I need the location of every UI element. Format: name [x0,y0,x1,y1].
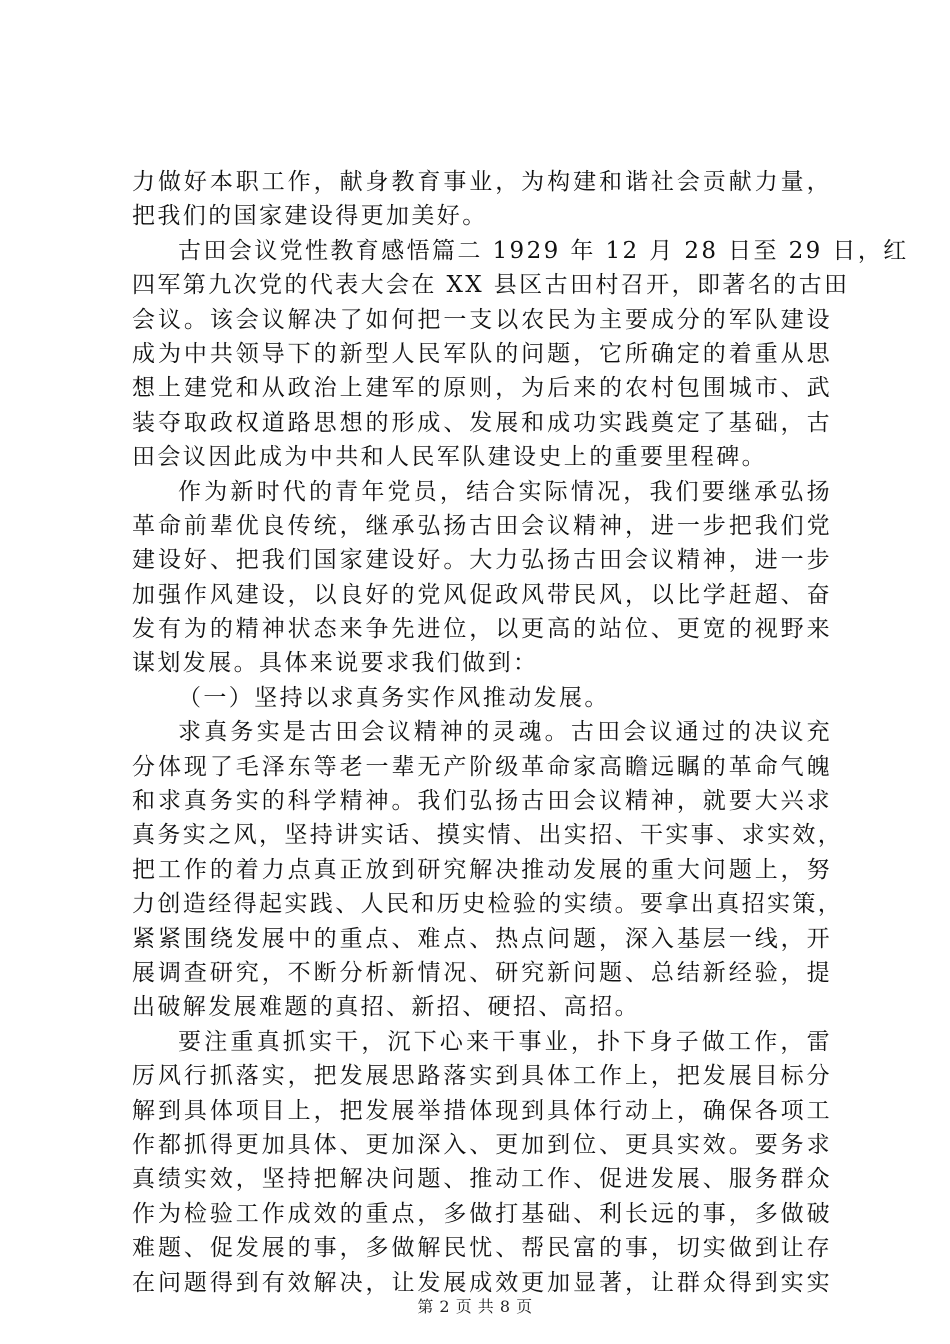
text-line: 革命前辈优良传统，继承弘扬古田会议精神，进一步把我们党 [132,512,832,539]
text-line: 把我们的国家建设得更加美好。 [132,203,488,230]
text-line: 装夺取政权道路思想的形成、发展和成功实践奠定了基础，古 [132,409,832,436]
text-line: 真绩实效，坚持把解决问题、推动工作、促进发展、服务群众 [132,1166,832,1193]
text-line: 力创造经得起实践、人民和历史检验的实绩。要拿出真招实策， [132,891,844,918]
page-number-footer: 第 2 页 共 8 页 [417,1297,533,1316]
text-line: 谋划发展。具体来说要求我们做到： [132,650,539,677]
text-line: 厉风行抓落实，把发展思路落实到具体工作上，把发展目标分 [132,1063,832,1090]
text-line: 会议。该会议解决了如何把一支以农民为主要成分的军队建设 [132,306,832,333]
text-line: 紧紧围绕发展中的重点、难点、热点问题，深入基层一线，开 [132,925,832,952]
text-line: 田会议因此成为中共和人民军队建设史上的重要里程碑。 [132,444,767,471]
text-line: 力做好本职工作，献身教育事业，为构建和谐社会贡献力量， [132,169,832,195]
text-line: 把工作的着力点真正放到研究解决推动发展的重大问题上，努 [132,856,832,883]
text-line: 在问题得到有效解决，让发展成效更加显著，让群众得到实实 [132,1269,832,1296]
text-line: 难题、促发展的事，多做解民忧、帮民富的事，切实做到让存 [132,1235,832,1262]
text-line: 成为中共领导下的新型人民军队的问题，它所确定的着重从思 [132,340,832,367]
text-line: 和求真务实的科学精神。我们弘扬古田会议精神，就要大兴求 [132,788,832,815]
text-line: 建设好、把我们国家建设好。大力弘扬古田会议精神，进一步 [132,547,832,574]
text-line: （一）坚持以求真务实作风推动发展。 [178,684,610,711]
text-line: 真务实之风，坚持讲实话、摸实情、出实招、干实事、求实效， [132,822,844,849]
text-line: 古田会议党性教育感悟篇二 1929 年 12 月 28 日至 29 日，红 [178,237,909,264]
text-line: 求真务实是古田会议精神的灵魂。古田会议通过的决议充 [178,719,832,746]
text-line: 想上建党和从政治上建军的原则，为后来的农村包围城市、武 [132,375,832,402]
text-line: 解到具体项目上，把发展举措体现到具体行动上，确保各项工 [132,1097,832,1124]
text-line: 出破解发展难题的真招、新招、硬招、高招。 [132,994,640,1021]
text-line: 作为新时代的青年党员，结合实际情况，我们要继承弘扬 [178,478,832,505]
text-line: 作都抓得更加具体、更加深入、更加到位、更具实效。要务求 [132,1131,832,1158]
text-line: 展调查研究，不断分析新情况、研究新问题、总结新经验，提 [132,959,832,986]
text-line: 作为检验工作成效的重点，多做打基础、利长远的事，多做破 [132,1200,832,1227]
text-line: 发有为的精神状态来争先进位，以更高的站位、更宽的视野来 [132,616,832,643]
text-line: 四军第九次党的代表大会在 XX 县区古田村召开，即著名的古田 [132,272,850,299]
text-line: 分体现了毛泽东等老一辈无产阶级革命家高瞻远瞩的革命气魄 [132,753,832,780]
document-body [132,165,909,1300]
text-line: 加强作风建设，以良好的党风促政风带民风，以比学赶超、奋 [132,581,832,608]
text-line: 要注重真抓实干，沉下心来干事业，扑下身子做工作，雷 [178,1028,832,1055]
